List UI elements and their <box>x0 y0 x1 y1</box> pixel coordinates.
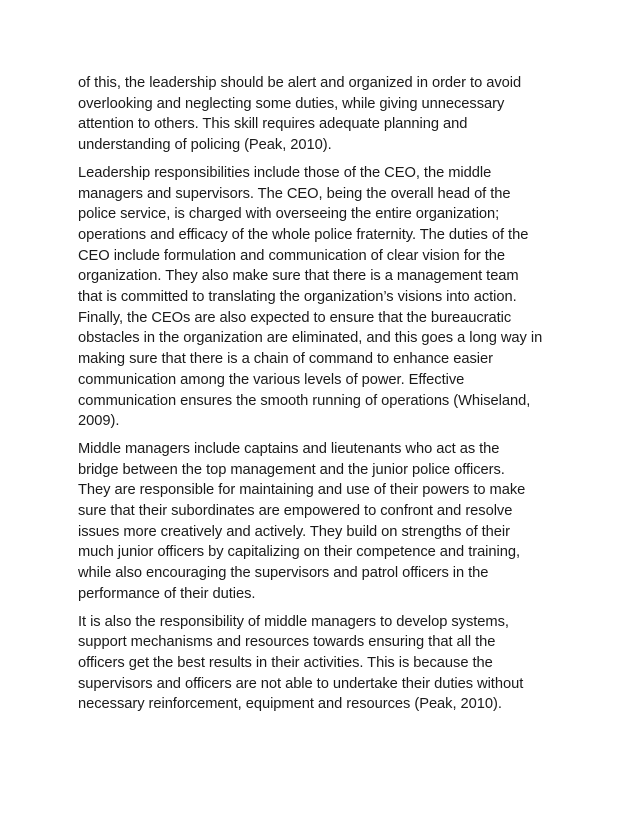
text-line: operations and efficacy of the whole police fraternity. The duties of the <box>78 226 529 243</box>
text-line: overlooking and neglecting some duties, while giving unnecessary <box>78 95 505 112</box>
text-line: 2009). <box>78 413 120 430</box>
text-line: much junior officers by capitalizing on their competence and training, <box>78 544 520 561</box>
text-line: organization. They also make sure that there is a management team <box>78 268 519 285</box>
text-line: performance of their duties. <box>78 585 256 602</box>
text-line: communication ensures the smooth running of operations (Whiseland, <box>78 392 531 409</box>
text-line: attention to others. This skill requires adequate planning and <box>78 116 468 133</box>
text-line: necessary reinforcement, equipment and resources (Peak, 2010). <box>78 696 502 713</box>
paragraph-leadership-skill <box>78 73 568 156</box>
text-line: It is also the responsibility of middle managers to develop systems, <box>78 613 509 630</box>
paragraph-ceo-responsibilities <box>78 163 568 432</box>
text-line: communication among the various levels of power. Effective <box>78 371 465 388</box>
paragraph-middle-manager-systems <box>78 612 568 716</box>
text-line: police service, is charged with overseeing the entire organization; <box>78 206 500 223</box>
document-body <box>78 73 568 722</box>
text-line: making sure that there is a chain of command to enhance easier <box>78 351 493 368</box>
text-line: bridge between the top management and the junior police officers. <box>78 461 505 478</box>
text-line: sure that their subordinates are empowered to confront and resolve <box>78 503 513 520</box>
text-line: while also encouraging the supervisors and patrol officers in the <box>78 565 489 582</box>
paragraph-middle-managers <box>78 439 568 605</box>
text-line: understanding of policing (Peak, 2010). <box>78 137 332 154</box>
text-line: managers and supervisors. The CEO, being the overall head of the <box>78 185 511 202</box>
text-line: Leadership responsibilities include those of the CEO, the middle <box>78 164 492 181</box>
text-line: obstacles in the organization are eliminated, and this goes a long way in <box>78 330 543 347</box>
text-line: that is committed to translating the organization’s visions into action. <box>78 289 517 306</box>
text-line: of this, the leadership should be alert and organized in order to avoid <box>78 75 522 91</box>
text-line: CEO include formulation and communication of clear vision for the <box>78 247 505 264</box>
text-line: supervisors and officers are not able to undertake their duties without <box>78 675 524 692</box>
text-line: issues more creatively and actively. They build on strengths of their <box>78 523 510 540</box>
text-line: They are responsible for maintaining and use of their powers to make <box>78 482 526 499</box>
text-line: Finally, the CEOs are also expected to ensure that the bureaucratic <box>78 309 512 326</box>
text-line: officers get the best results in their activities. This is because the <box>78 654 493 671</box>
text-line: Middle managers include captains and lieutenants who act as the <box>78 440 500 457</box>
text-line: support mechanisms and resources towards ensuring that all the <box>78 634 496 651</box>
